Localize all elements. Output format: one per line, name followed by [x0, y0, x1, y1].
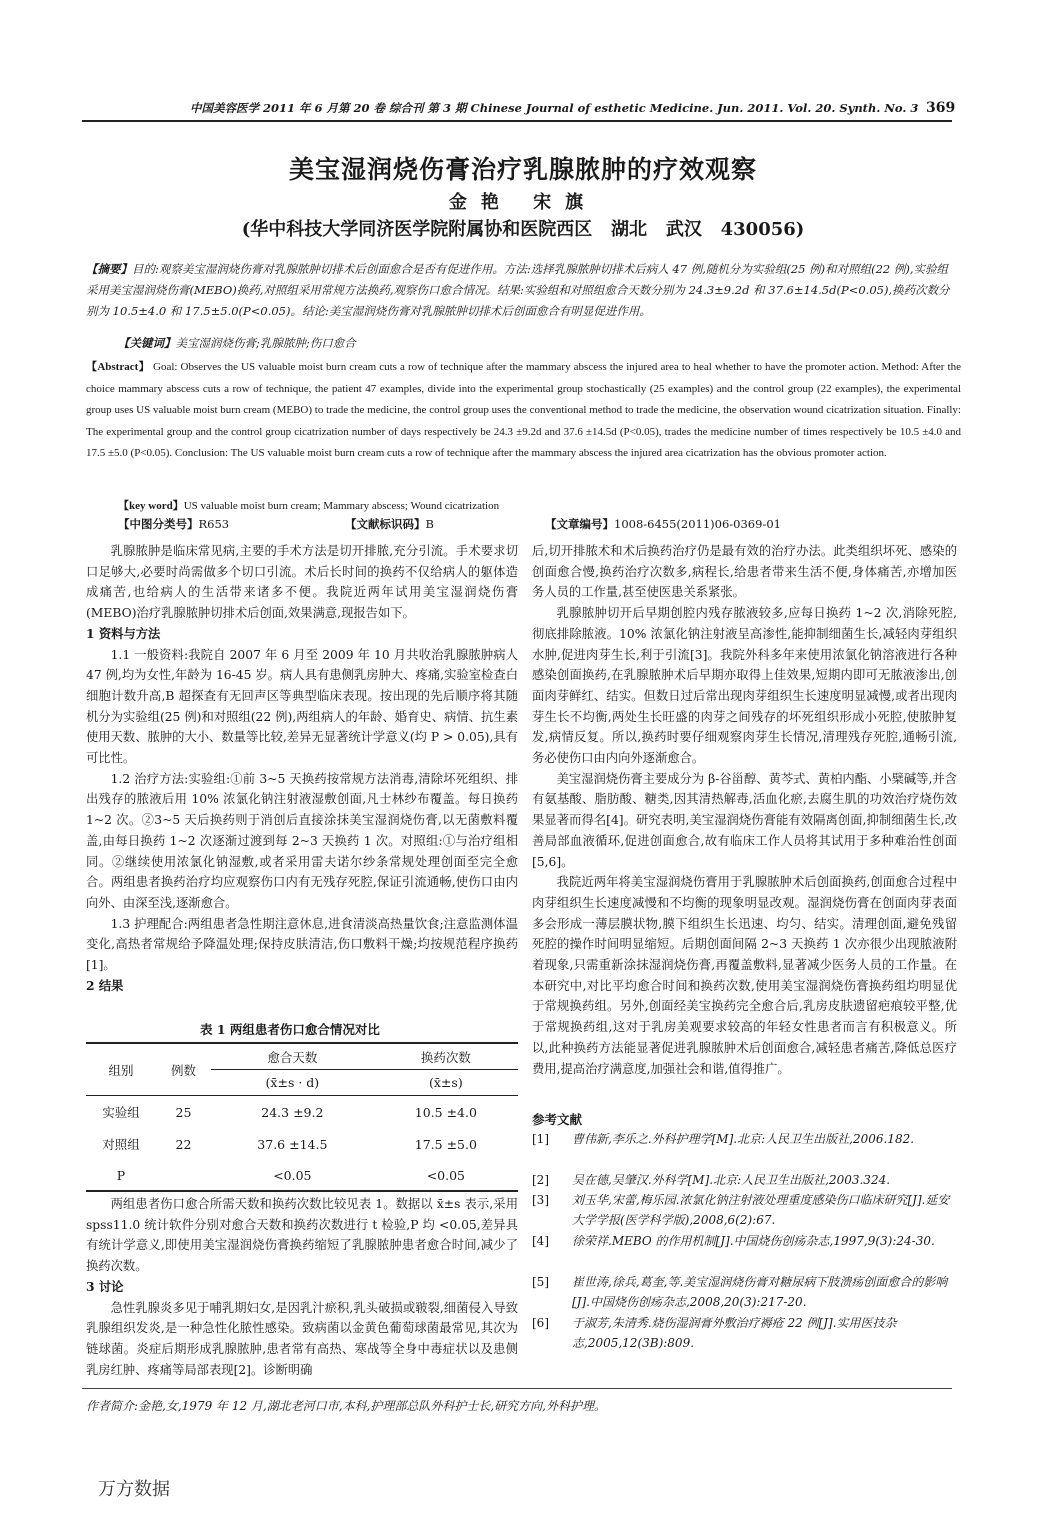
reference-text: 于淑芳,朱清秀.烧伤湿润膏外敷治疗褥疮 22 例[J].实用医技杂志,2005,12(3B):809. [572, 1316, 897, 1350]
reference-item [532, 1231, 957, 1251]
reference-item [532, 1170, 957, 1190]
clc-value: R653 [198, 517, 230, 531]
reference-text: 刘玉华,宋蕾,梅乐园.浓氯化钠注射液处理重度感染伤口临床研究[J].延安大学学报(医学科学版),2008,6(2):67. [572, 1193, 950, 1227]
right-column [532, 541, 957, 1079]
abstract-en-label: 【Abstract】 [86, 361, 150, 373]
abstract-cn-text: 目的:观察美宝湿润烧伤膏对乳腺脓肿切排术后创面愈合是否有促进作用。方法:选择乳腺脓肿切排术后病人 47 例,随机分为实验组(25 例)和对照组(22 例),实验组采用美宝湿润烧伤膏(MEBO)换药,对照组采用常规方法换药,观察伤口愈合情况。结果:实验组和对照组愈合天数分别为 24.3±9.2d 和 37.6±14.5d(P<0.05),换药次数分别为 10.5±4.0 和 17.5±5.0(P<0.05)。结论:美宝湿润烧伤膏对乳腺脓肿切排术后创面愈合有明显促进作用。 [86, 262, 950, 318]
reference-number: [4] [532, 1234, 549, 1248]
running-header: 中国美容医学 2011 年 6 月第 20 卷 综合刊 第 3 期 Chinese Journal of esthetic Medicine. Jun. 2011. Vol. 20. Synth. No. 3 [190, 101, 919, 115]
reference-text: 徐荣祥.MEBO 的作用机制[J].中国烧伤创疡杂志,1997,9(3):24-30. [572, 1234, 935, 1248]
reference-text: 曹伟新,李乐之.外科护理学[M].北京:人民卫生出版社,2006.182. [572, 1132, 915, 1146]
doc-label: 【文献标识码】 [345, 517, 426, 531]
table-caption: 表 1 两组患者伤口愈合情况对比 [200, 1022, 380, 1037]
reference-number: [6] [532, 1316, 549, 1330]
keywords-en-label: 【key word】 [118, 500, 184, 512]
clc-label: 【中图分类号】 [118, 517, 199, 531]
table-cell-p-days: <0.05 [273, 1167, 312, 1183]
keywords-cn-label: 【关键词】 [118, 336, 176, 350]
paragraph-early-care: 乳腺脓肿切开后早期创腔内残存脓液较多,应每日换药 1~2 次,消除死腔,彻底排除脓液。10% 浓氯化钠注射液呈高渗性,能抑制细菌生长,减轻肉芽组织水肿,促进肉芽生长,利于引流[3]。我院外科多年来使用浓氯化钠溶液进行各种感染创面换药,在乳腺脓肿术后早期亦取得上佳效果,短期内即可无脓液渗出,创面肉芽鲜红、结实。但数日过后常出现肉芽组织生长速度明显减慢,或者出现肉芽生长不均衡,两处生长旺盛的肉芽之间残存的坏死组织形成小死腔,使脓肿复发,病情反复。所以,换药时要仔细观察肉芽生长情况,清理残存死腔,通畅引流,务必使伤口由内向外逐渐愈合。 [532, 606, 957, 766]
table-cell-p-label: P [116, 1167, 126, 1183]
paragraph-nursing: 1.3 护理配合:两组患者急性期注意休息,进食清淡高热量饮食;注意监测体温变化,高热者常规给予降温处理;保持皮肤清洁,伤口敷料干燥;均按规范程序换药[1]。 [86, 916, 518, 973]
abstract-cn [86, 259, 956, 322]
paragraph-results: 两组患者伤口愈合所需天数和换药次数比较见表 1。数据以 x̄±s 表示,采用 spss11.0 统计软件分别对愈合天数和换药次数进行 t 检验,P 均 <0.05,差异具有统计学意义,即使用美宝湿润烧伤膏换药缩短了乳腺脓肿患者愈合时间,减少了换药次数。 [86, 1197, 518, 1274]
abstract-cn-label: 【摘要】 [86, 262, 132, 276]
table-cell-group: 对照组 [102, 1137, 140, 1152]
intro-paragraph: 乳腺脓肿是临床常见病,主要的手术方法是切开排脓,充分引流。手术要求切口足够大,必要时尚需做多个切口引流。术后长时间的换药不仅给病人的躯体造成痛苦,也给病人的生活带来诸多不便。我院近两年试用美宝湿润烧伤膏(MEBO)治疗乳腺脓肿切排术后创面,效果满意,现报告如下。 [86, 544, 518, 621]
article-number [545, 516, 781, 532]
reference-number: [3] [532, 1193, 549, 1207]
table-cell-p-times: <0.05 [426, 1167, 466, 1183]
art-label: 【文章编号】 [545, 517, 614, 531]
references-title: 参考文献 [532, 1112, 583, 1127]
abstract-en-text: Goal: Observes the US valuable moist burn cream cuts a row of technique after the mammary abscess the injured area to heal whether to have the promoter action. Method: After the choice mammary abscess cuts a row of technique, the patient 47 examples, divide into the experimental group stochastically (25 examples) and the control group (22 examples), the experimental group uses US valuable moist burn cream (MEBO) to trade the medicine, the control group uses the conventional method to trade the medicine, the observation wound cicatrization situation. Finally: The experimental group and the control group cicatrization number of days respectively be 24.3 ±9.2d and 37.6 ±14.5d (P<0.05), trades the medicine number of times respectively be 10.5 ±4.0 and 17.5 ±5.0 (P<0.05). Conclusion: The US valuable moist burn cream cuts a row of technique after the mammary abscess the injured area cicatrization has the obvious promoter action. [86, 361, 961, 459]
watermark: 万方数据 [98, 1479, 170, 1500]
reference-item [532, 1129, 957, 1149]
table-cell-times: 17.5 ±5.0 [414, 1136, 477, 1152]
table-row-p [86, 1160, 518, 1191]
article-affiliation: (华中科技大学同济医学院附属协和医院西区 湖北 武汉 430056) [241, 219, 805, 240]
table-cell-cases: 22 [175, 1136, 192, 1152]
table-header-times: 换药次数 [374, 1043, 518, 1070]
table-header-group: 组别 [86, 1043, 156, 1096]
reference-number: [2] [532, 1173, 549, 1187]
paragraph-general-data: 1.1 一般资料:我院自 2007 年 6 月至 2009 年 10 月共收治乳腺脓肿病人 47 例,均为女性,年龄为 16-45 岁。病人具有患侧乳房肿大、疼痛,实验室检查白细胞计数升高,B 超探查有无回声区等典型临床表现。按出现的先后顺序将其随机分为实验组(25 例)和对照组(22 例),两组病人的年龄、婚育史、病情、抗生素使用天数、脓肿的大小、数量等比较,差异无显著统计学意义(均 P > 0.05),具有可比性。 [86, 647, 518, 766]
reference-text: 崔世涛,徐兵,葛奎,等.美宝湿润烧伤膏对糖尿病下肢溃疡创面愈合的影响[J].中国烧伤创疡杂志,2008,20(3):217-20. [572, 1275, 948, 1309]
paragraph-continued: 后,切开排脓术和术后换药治疗仍是最有效的治疗办法。此类组织坏死、感染的创面愈合慢,换药治疗次数多,病程长,给患者带来生活不便,身体痛苦,亦增加医务人员的工作量,甚至使医患关系紧张。 [532, 544, 957, 600]
reference-number: [1] [532, 1132, 549, 1146]
abstract-en [86, 357, 961, 465]
keywords-cn-text: 美宝湿润烧伤膏;乳腺脓肿;伤口愈合 [175, 336, 356, 350]
paragraph-mebo: 美宝湿润烧伤膏主要成分为 β-谷甾醇、黄芩式、黄柏内酯、小檗碱等,并含有氨基酸、脂肪酸、糖类,因其清热解毒,活血化瘀,去腐生肌的功效治疗烧伤效果显著而得名[4]。研究表明,美宝湿润烧伤膏能有效隔离创面,抑制细菌生长,改善局部血液循环,促进创面愈合,故有临床工作人员将其试用于多种难治性创面[5,6]。 [532, 771, 957, 869]
keywords-en-text: US valuable moist burn cream; Mammary abscess; Wound cicatrization [183, 500, 500, 512]
doc-code [345, 516, 434, 532]
section-heading-results: 2 结果 [86, 977, 124, 993]
left-column-upper [86, 541, 518, 996]
table-header-days-unit: (x̄±s · d) [211, 1070, 374, 1096]
left-column-lower [86, 1194, 518, 1380]
table-cell-group: 实验组 [102, 1105, 140, 1120]
table-cell-days: 37.6 ±14.5 [257, 1136, 328, 1152]
reference-item [532, 1190, 957, 1230]
results-table [86, 1042, 518, 1192]
article-authors: 金艳 宋旗 [448, 192, 598, 213]
doc-value: B [425, 517, 434, 531]
paragraph-conclusion: 我院近两年将美宝湿润烧伤膏用于乳腺脓肿术后创面换药,创面愈合过程中肉芽组织生长速度减慢和不均衡的现象明显改观。湿润烧伤膏在创面肉芽表面多会形成一薄层膜状物,膜下组织生长迅速、均匀、结实。清理创面,避免残留死腔的操作时间明显缩短。后期创面间隔 2~3 天换药 1 次亦很少出现脓液附着现象,只需重新涂抹湿润烧伤膏,再覆盖敷料,显著减少医务人员的工作量。在本研究中,对比平均愈合时间和换药次数,使用美宝湿润烧伤膏换药组均明显优于常规换药组。另外,创面经美宝换药完全愈合后,乳房皮肤遗留疤痕较平整,优于常规换药组,这对于乳房美观要求较高的年轻女性患者而言有积极意义。所以,此种换药方法能显著促进乳腺脓肿术后创面愈合,减轻患者痛苦,降低总医疗费用,提高治疗满意度,加强社会和谐,值得推广。 [532, 875, 957, 1076]
table-header-days: 愈合天数 [211, 1043, 374, 1070]
table-cell-cases: 25 [175, 1104, 192, 1120]
section-heading-methods: 1 资料与方法 [86, 625, 161, 641]
header-rule [82, 120, 952, 122]
reference-item [532, 1272, 957, 1312]
keywords-cn [118, 335, 958, 351]
art-value: 1008-6455(2011)06-0369-01 [614, 517, 781, 531]
reference-item [532, 1313, 957, 1353]
reference-number: [5] [532, 1275, 549, 1289]
table-cell-p-empty [156, 1160, 211, 1191]
table-row [86, 1128, 518, 1160]
table-cell-times: 10.5 ±4.0 [414, 1104, 477, 1120]
table-row [86, 1096, 518, 1129]
paragraph-discussion: 急性乳腺炎多见于哺乳期妇女,是因乳汁瘀积,乳头破损或皲裂,细菌侵入导致乳腺组织发炎,是一种急性化脓性感染。致病菌以金黄色葡萄球菌最常见,其次为链球菌。炎症后期形成乳腺脓肿,患者常有高热、寒战等全身中毒症状以及患侧乳房红肿、疼痛等局部表现[2]。诊断明确 [86, 1300, 518, 1377]
table-header-times-unit: (x̄±s) [374, 1070, 518, 1096]
page-number: 369 [926, 100, 956, 116]
section-heading-discussion: 3 讨论 [86, 1278, 124, 1294]
table-header-cases: 例数 [156, 1043, 211, 1096]
keywords-en [118, 497, 958, 513]
reference-text: 吴在德,吴肇汉.外科学[M].北京:人民卫生出版社,2003.324. [572, 1173, 891, 1187]
article-title: 美宝湿润烧伤膏治疗乳腺脓肿的疗效观察 [288, 155, 757, 184]
clc-number [118, 516, 229, 532]
paragraph-treatment: 1.2 治疗方法:实验组:①前 3~5 天换药按常规方法消毒,清除坏死组织、排出残存的脓液后用 10% 浓氯化钠注射液湿敷创面,凡士林纱布覆盖。每日换药 1~2 次。②3~5 天后换药则于消创后直接涂抹美宝湿润烧伤膏,以无菌敷料覆盖,由每日换药 1~2 次逐渐过渡到每 2~3 天换药 1 次。对照组:①与治疗组相同。②继续使用浓氯化钠湿敷,或者采用雷夫诺尔纱条常规处理创面至完全愈合。两组患者换药治疗均应观察伤口内有无残存死腔,保证引流通畅,使伤口由内向外、由深至浅,逐渐愈合。 [86, 771, 518, 910]
table-cell-days: 24.3 ±9.2 [261, 1104, 324, 1120]
footer-rule [82, 1388, 952, 1389]
author-note: 作者简介:金艳,女,1979 年 12 月,湖北老河口市,本科,护理部总队外科护士长,研究方向,外科护理。 [86, 1399, 606, 1413]
